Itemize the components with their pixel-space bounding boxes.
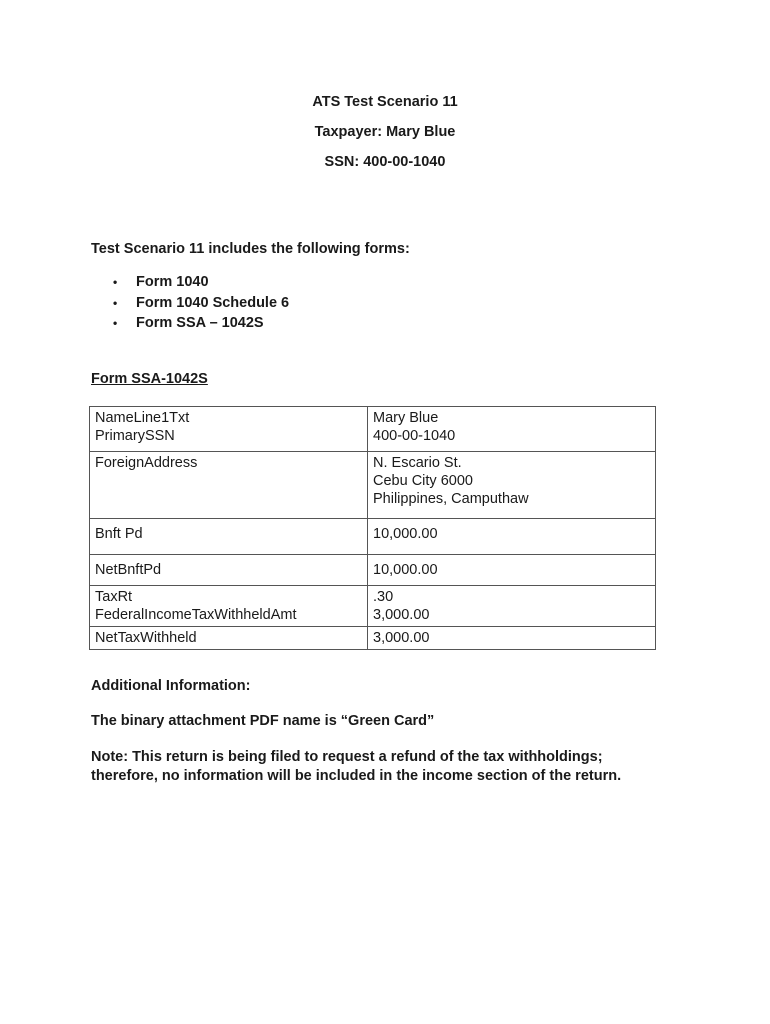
form-name: Form SSA – 1042S [136, 315, 264, 331]
field-value: Mary Blue [373, 410, 439, 426]
field-value: 3,000.00 [373, 630, 430, 646]
field-value-cell [368, 586, 656, 627]
form-name: Form 1040 [136, 274, 209, 290]
field-name: NameLine1Txt [95, 410, 190, 426]
binary-attachment-note: The binary attachment PDF name is “Green Card” [91, 713, 435, 729]
field-name-cell [90, 519, 368, 555]
field-value: .30 [373, 589, 394, 605]
scenario-title: ATS Test Scenario 11 [312, 94, 458, 110]
field-name: NetTaxWithheld [95, 630, 197, 646]
list-item [91, 293, 289, 314]
bullet-icon: • [113, 295, 118, 310]
field-value: 3,000.00 [373, 607, 430, 623]
field-value-cell [368, 452, 656, 519]
field-name: ForeignAddress [95, 455, 198, 471]
field-name: PrimarySSN [95, 428, 175, 444]
filing-note-line: therefore, no information will be included in the income section of the return. [91, 768, 622, 784]
table-row [90, 586, 656, 627]
field-value-cell [368, 407, 656, 452]
field-value: 10,000.00 [373, 562, 438, 578]
field-name-cell [90, 627, 368, 650]
table-row [90, 555, 656, 586]
field-name: NetBnftPd [95, 562, 162, 578]
forms-intro: Test Scenario 11 includes the following forms: [91, 241, 410, 257]
ssa-1042s-table [89, 406, 656, 650]
field-name-cell [90, 555, 368, 586]
taxpayer-ssn: SSN: 400-00-1040 [324, 154, 446, 170]
table-row [90, 452, 656, 519]
field-value-cell [368, 627, 656, 650]
list-item [91, 272, 289, 293]
field-value: N. Escario St. [373, 455, 462, 471]
table-row [90, 627, 656, 650]
section-title: Form SSA-1042S [91, 371, 208, 387]
field-name: Bnft Pd [95, 526, 143, 542]
taxpayer-name: Taxpayer: Mary Blue [314, 124, 456, 140]
list-item [91, 313, 289, 334]
table-row [90, 519, 656, 555]
field-name-cell [90, 407, 368, 452]
field-name-cell [90, 586, 368, 627]
filing-note-line: Note: This return is being filed to request a refund of the tax withholdings; [91, 749, 603, 765]
table-row [90, 407, 656, 452]
form-name: Form 1040 Schedule 6 [136, 294, 290, 311]
bullet-icon: • [113, 275, 118, 289]
field-name-cell [90, 452, 368, 519]
forms-list [91, 272, 289, 334]
field-value-cell [368, 555, 656, 586]
field-value: Cebu City 6000 [373, 473, 473, 489]
field-value: 400-00-1040 [373, 428, 456, 444]
filing-note [91, 748, 691, 786]
bullet-icon: • [113, 316, 118, 330]
additional-info-heading: Additional Information: [91, 678, 251, 694]
field-value: 10,000.00 [373, 526, 438, 542]
field-value: Philippines, Camputhaw [373, 491, 529, 507]
field-value-cell [368, 519, 656, 555]
field-name: FederalIncomeTaxWithheldAmt [95, 607, 297, 623]
field-name: TaxRt [95, 589, 133, 605]
